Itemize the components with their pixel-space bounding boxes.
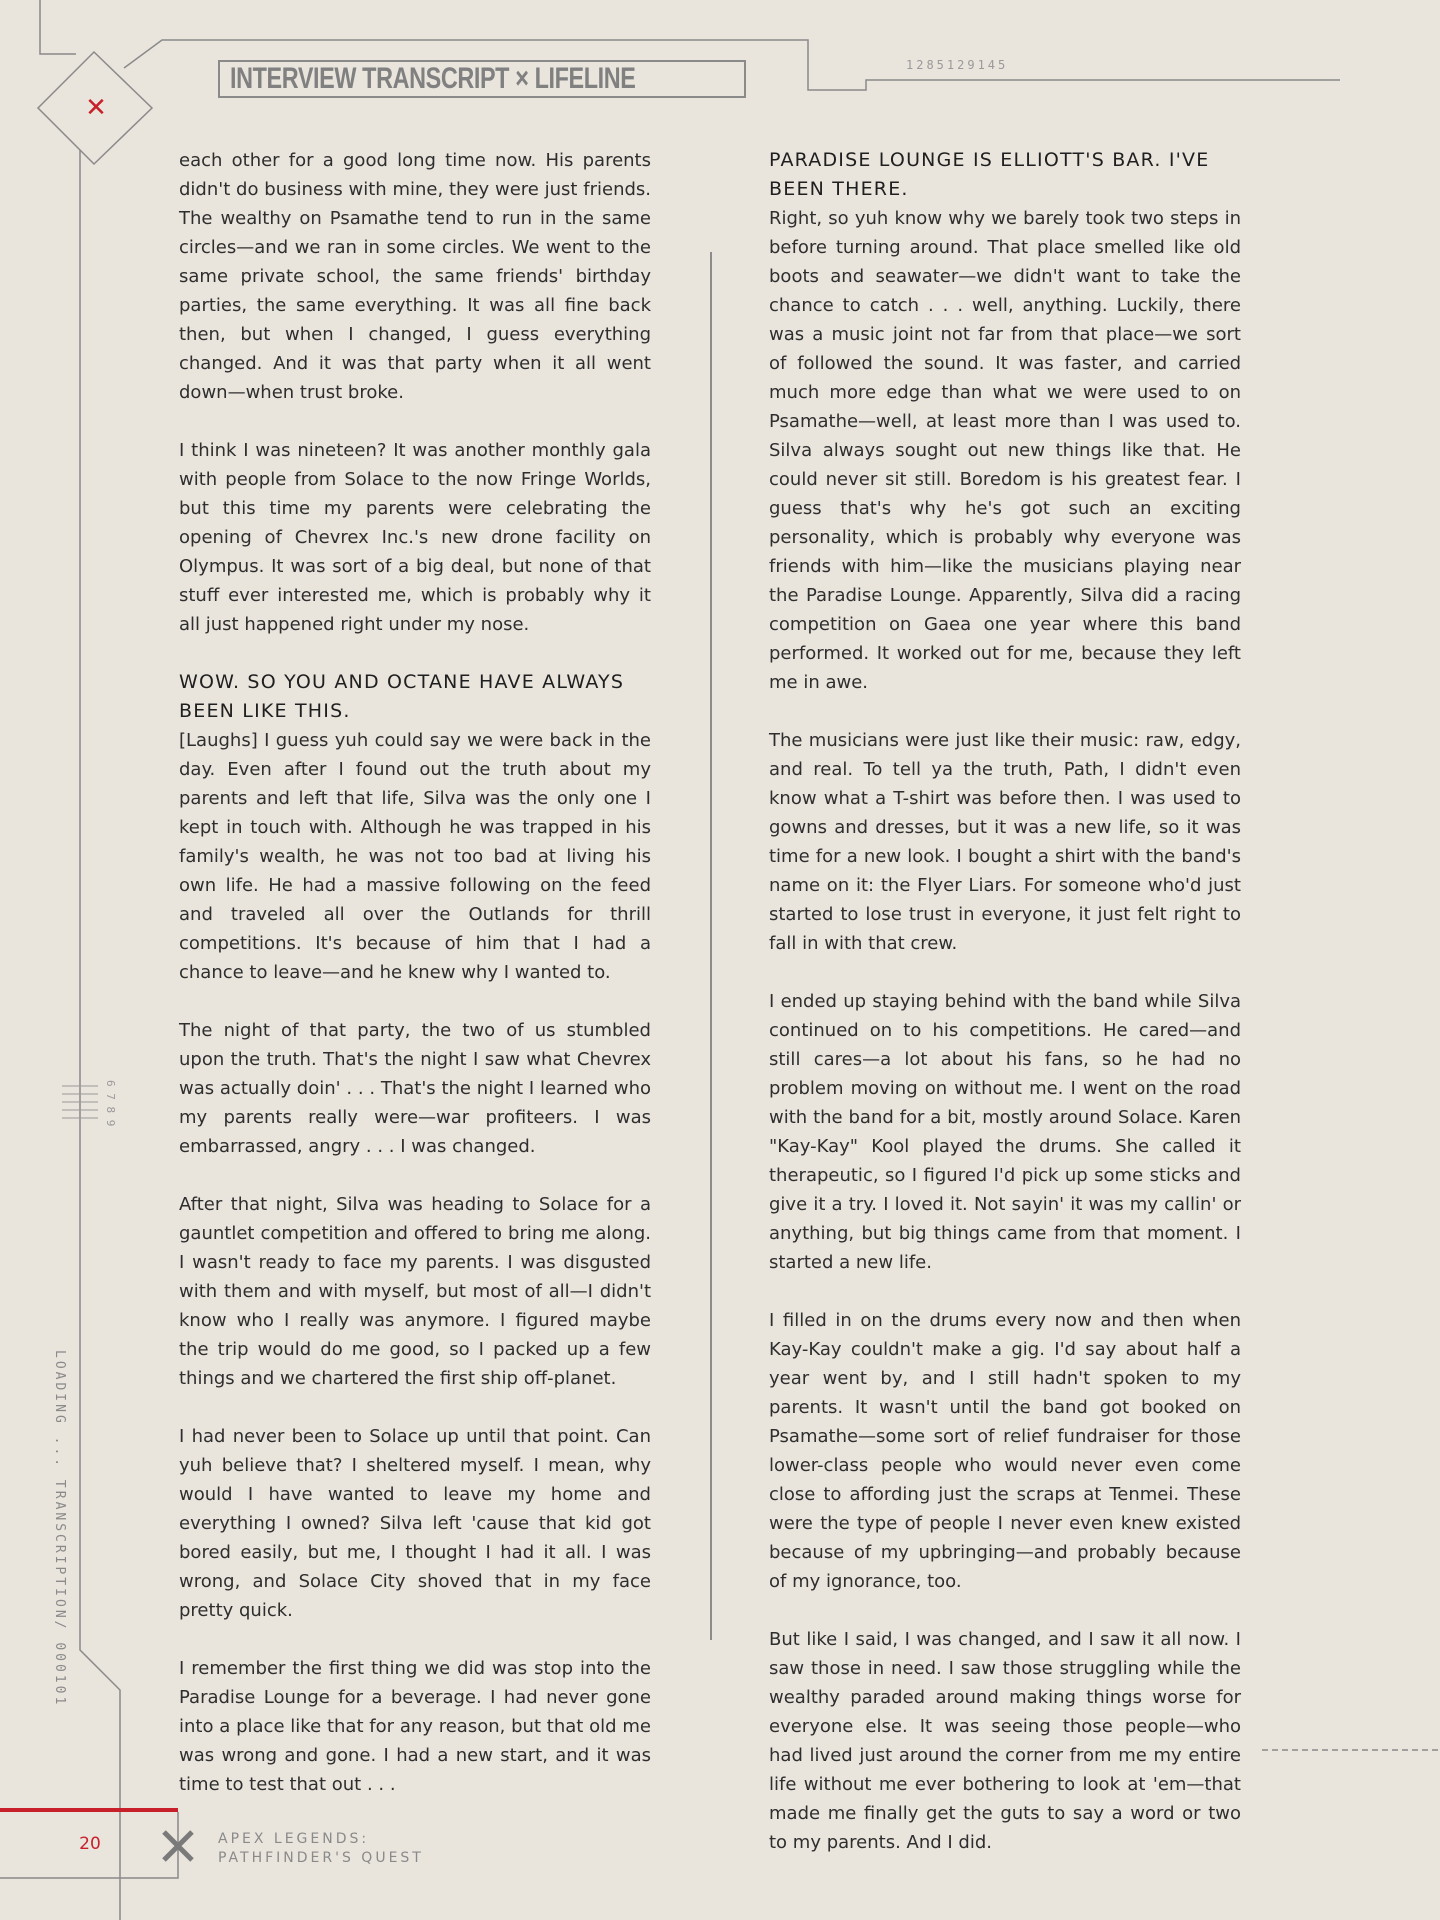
paragraph: The musicians were just like their music: raw, edgy, and real. To tell ya the truth, Path, I didn't even know what a T-shirt was before then. I was used to gowns and dresses, but it was a new life, so it was time for a new look. I bought a shirt with the band's name on it: the Flyer Liars. For someone who'd just started to lose trust in everyone, it just felt right to fall in with that crew. — [769, 730, 1241, 954]
header-title-box — [218, 60, 746, 98]
paragraph: Right, so yuh know why we barely took two steps in before turning around. That place smelled like old boots and seawater—we didn't want to take the chance to catch . . . well, anything. Luckily, there was a music joint not far from that place—we sort of followed the sound. It was faster, and carried much more edge than what we were used to on Psamathe—well, at least more than I was used to. Silva always sought out new things like that. He could never sit still. Boredom is his greatest fear. I guess that's why he's got such an exciting personality, which is probably why everyone was friends with him—like the musicians playing near the Paradise Lounge. Apparently, Silva did a racing competition on Gaea one year where this band performed. It worked out for me, because they left me in awe. — [769, 208, 1241, 693]
column-divider — [710, 252, 712, 1640]
section-heading: PARADISE LOUNGE IS ELLIOTT'S BAR. I'VE BEEN THERE. — [769, 149, 1210, 200]
page-title: INTERVIEW TRANSCRIPT × LIFELINE — [230, 62, 636, 95]
serial-number: 1285129145 — [906, 58, 1009, 72]
paragraph: I remember the first thing we did was stop into the Paradise Lounge for a beverage. I had never gone into a place like that for any reason, but that old me was wrong and gone. I had a new start, and it was time to test that out . . . — [179, 1658, 651, 1795]
page-number: 20 — [79, 1834, 101, 1854]
paragraph: each other for a good long time now. His parents didn't do business with mine, they were just friends. The wealthy on Psamathe tend to run in the same circles—and we ran in some circles. We went to the same private school, the same friends' birthday parties, the same everything. It was all fine back then, but when I changed, I guess everything changed. And it was that party when it all went down—when trust broke. — [179, 150, 651, 403]
paragraph: But like I said, I was changed, and I saw it all now. I saw those in need. I saw those struggling while the wealthy paraded around making things worse for everyone else. It was seeing those people—who had lived just around the corner from me my entire life without me ever bothering to look at 'em—that made me finally get the guts to say a word or two to my parents. And I did. — [769, 1629, 1241, 1853]
footer-x-icon — [158, 1826, 198, 1866]
right-column — [769, 146, 1241, 1886]
paragraph: I had never been to Solace up until that point. Can yuh believe that? I sheltered myself. I mean, why would I have wanted to leave my home and everything I owned? Silva left 'cause that kid got bored easily, but me, I thought I had it all. I was wrong, and Solace City shoved that in my face pretty quick. — [179, 1426, 651, 1621]
section-heading: WOW. SO YOU AND OCTANE HAVE ALWAYS BEEN LIKE THIS. — [179, 671, 625, 722]
book-title — [218, 1830, 424, 1868]
book-title-line2: PATHFINDER'S QUEST — [218, 1850, 424, 1866]
paragraph: [Laughs] I guess yuh could say we were back in the day. Even after I found out the truth about my parents and left that life, Silva was the only one I kept in touch with. Although he was trapped in his family's wealth, he was not too bad at living his own life. He had a massive following on the feed and traveled all over the Outlands for thrill competitions. It's because of him that I had a chance to leave—and he knew why I wanted to. — [179, 730, 651, 983]
paragraph: After that night, Silva was heading to Solace for a gauntlet competition and offered to bring me along. I wasn't ready to face my parents. I was disgusted with them and with myself, but most of all—I didn't know who I really was anymore. I figured maybe the trip would do me good, so I packed up a few things and we chartered the first ship off-planet. — [179, 1194, 651, 1389]
left-column — [179, 146, 651, 1828]
header-x-icon: ✕ — [85, 93, 107, 123]
paragraph: The night of that party, the two of us stumbled upon the truth. That's the night I saw what Chevrex was actually doin' . . . That's the night I learned who my parents really were—war profiteers. I was embarrassed, angry . . . I was changed. — [179, 1020, 651, 1157]
sidebar-vertical-text: LOADING ... TRANSCRIPTION/ 000101 — [52, 1350, 67, 1708]
paragraph: I filled in on the drums every now and then when Kay-Kay couldn't make a gig. I'd say about half a year went by, and I still hadn't spoken to my parents. It wasn't until the band got booked on Psamathe—some sort of relief fundraiser for those lower-class people who would never even come close to affording just the scraps at Tenmei. These were the type of people I never even knew existed because of my upbringing—and probably because of my ignorance, too. — [769, 1310, 1241, 1592]
sidebar-marks: 6 7 8 9 — [104, 1080, 117, 1127]
book-title-line1: APEX LEGENDS: — [218, 1831, 370, 1847]
paragraph: I ended up staying behind with the band while Silva continued on to his competitions. He cared—and still cares—a lot about his fans, so he had no problem moving on without me. I went on the road with the band for a bit, mostly around Solace. Karen "Kay-Kay" Kool played the drums. She called it therapeutic, so I figured I'd pick up some sticks and give it a try. I loved it. Not sayin' it was my callin' or anything, but big things came from that moment. I started a new life. — [769, 991, 1241, 1273]
paragraph: I think I was nineteen? It was another monthly gala with people from Solace to the now Fringe Worlds, but this time my parents were celebrating the opening of Chevrex Inc.'s new drone facility on Olympus. It was sort of a big deal, but none of that stuff ever interested me, which is probably why it all just happened right under my nose. — [179, 440, 651, 635]
